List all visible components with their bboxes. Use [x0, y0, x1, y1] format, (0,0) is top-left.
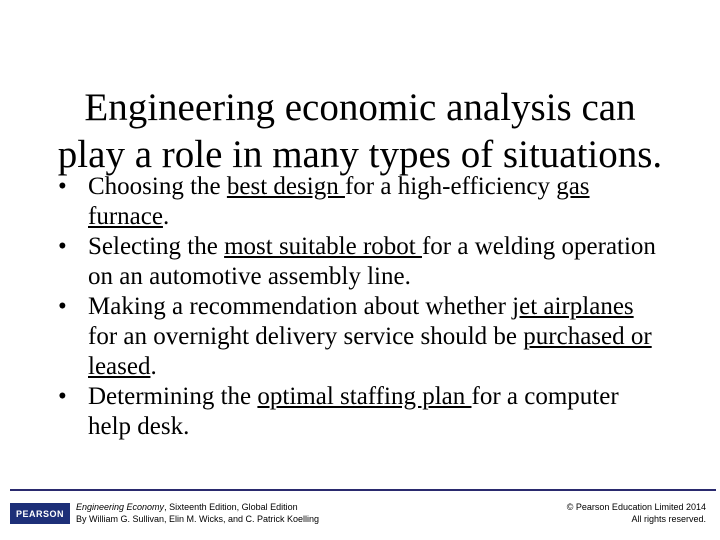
bullet-list [58, 172, 658, 442]
underlined-phrase: purchased or leased [88, 323, 652, 380]
footer-copyright [567, 501, 706, 525]
pearson-logo [10, 503, 70, 524]
underlined-phrase: gas furnace [88, 173, 590, 230]
underlined-phrase: best design [226, 173, 345, 200]
book-title: Engineering Economy [76, 502, 165, 512]
footer-divider [10, 489, 716, 491]
book-authors: By William G. Sullivan, Elin M. Wicks, and C. Patrick Koelling [76, 514, 320, 524]
bullet-text: for an overnight delivery service should be [88, 323, 524, 350]
slide-title [20, 84, 700, 178]
bullet-text: Determining the [88, 383, 258, 410]
underlined-phrase: jet airplanes [512, 293, 634, 320]
bullet-marker: • [58, 293, 67, 320]
bullet-text: for a welding operation on an automotive assembly line. [88, 233, 656, 290]
bullet-item-gas-furnace [58, 172, 658, 232]
bullet-marker: • [58, 173, 67, 200]
bullet-text: Selecting the [88, 233, 225, 260]
bullet-marker: • [58, 383, 67, 410]
underlined-phrase: most suitable robot [224, 233, 422, 260]
bullet-text: for a high-efficiency [344, 173, 557, 200]
bullet-text: . [150, 353, 157, 380]
title-line-1: Engineering economic analysis can [84, 86, 636, 130]
bullet-text: . [162, 203, 170, 230]
bullet-text: Making a recommendation about whether [88, 293, 513, 320]
underlined-phrase: optimal staffing plan [257, 383, 472, 410]
bullet-item-welding-robot [58, 232, 658, 292]
book-edition: , Sixteenth Edition, Global Edition [164, 502, 298, 512]
logo-text: PEARSON [15, 508, 64, 519]
bullet-item-staffing-plan [58, 382, 658, 442]
title-line-2: play a role in many types of situations. [57, 133, 663, 177]
bullet-text: Choosing the [88, 173, 227, 200]
bullet-item-jet-airplanes [58, 292, 658, 382]
book-citation-line [76, 501, 319, 513]
copyright-notice: © Pearson Education Limited 2014 [566, 502, 706, 512]
rights-notice: All rights reserved. [631, 514, 706, 524]
footer-citation [76, 501, 319, 525]
bullet-text: for a computer help desk. [88, 383, 619, 440]
bullet-marker: • [58, 233, 67, 260]
